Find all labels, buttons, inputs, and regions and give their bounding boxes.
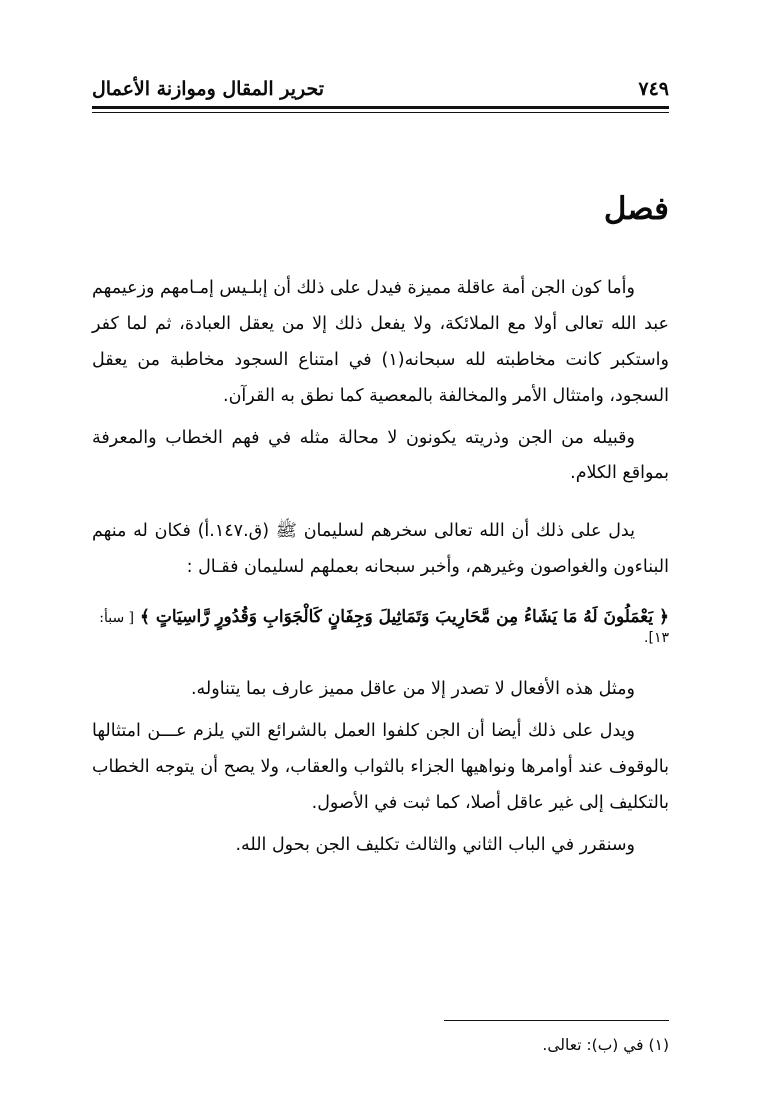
verse-reference-tail: ١٣]. bbox=[644, 630, 669, 646]
verse-text: ﴿ يَعْمَلُونَ لَهُ مَا يَشَاءُ مِن مَّحَارِيبَ وَتَمَاثِيلَ وَجِفَانٍ كَالْجَوَابِ وَقُدُورٍ رَّاسِيَاتٍ ﴾ bbox=[140, 607, 669, 627]
footnote-entry bbox=[92, 1033, 669, 1058]
footnote-divider bbox=[444, 1020, 669, 1021]
footnote-text: في (ب): تعالى. bbox=[542, 1036, 644, 1055]
paragraph-5: ويدل على ذلك أيضا أن الجن كلفوا العمل بالشرائع التي يلزم عـــن امتثالها بالوقوف عند أوامرها ونواهيها الجزاء بالثواب والعقاب، ولا يصح أن يتوجه الخطاب بالتكليف إلى غير عاقل أصلا، كما ثبت في الأصول. bbox=[92, 720, 669, 813]
paragraph-3: يدل على ذلك أن الله تعالى سخرهم لسليمان ﷺ (ق.١٤٧.أ) فكان له منهم البناءون والغواصون وغيرهم، وأخبر سبحانه بعملهم لسليمان فقـال : bbox=[92, 521, 669, 578]
page-body bbox=[92, 191, 669, 863]
footnote-area bbox=[92, 1020, 669, 1058]
spacer bbox=[92, 498, 669, 514]
footnote-marker: (١) bbox=[648, 1036, 669, 1055]
paragraph-1: وأما كون الجن أمة عاقلة مميزة فيدل على ذلك أن إبلـيس إمـامهم وزعيمهم عبد الله تعالى أولا مع الملائكة، ولا يفعل ذلك إلا من يعقل العبادة، ثم لما كفر واستكبر كانت مخاطبته لله سبحانه(١) في امتناع السجود مخاطبة من يعقل السجود، وامتثال الأمر والمخالفة بالمعصية كما نطق به القرآن. bbox=[92, 278, 669, 406]
paragraph-2: وقبيله من الجن وذريته يكونون لا محالة مثله في فهم الخطاب والمعرفة بمواقع الكلام. bbox=[92, 427, 669, 484]
page-header bbox=[92, 60, 669, 100]
page-number: ٧٤٩ bbox=[638, 78, 669, 100]
book-title: تحرير المقال وموازنة الأعمال bbox=[92, 78, 325, 100]
spacer-2 bbox=[92, 646, 669, 672]
verse-reference-head: [ سبأ: bbox=[99, 610, 135, 626]
header-divider bbox=[92, 106, 669, 113]
section-heading: فصل bbox=[603, 191, 669, 227]
paragraph-6: وسنقرر في الباب الثاني والثالث تكليف الجن بحول الله. bbox=[235, 834, 635, 855]
paragraph-4: ومثل هذه الأفعال لا تصدر إلا من عاقل مميز عارف بما يتناوله. bbox=[190, 679, 635, 699]
quran-verse bbox=[92, 600, 669, 634]
